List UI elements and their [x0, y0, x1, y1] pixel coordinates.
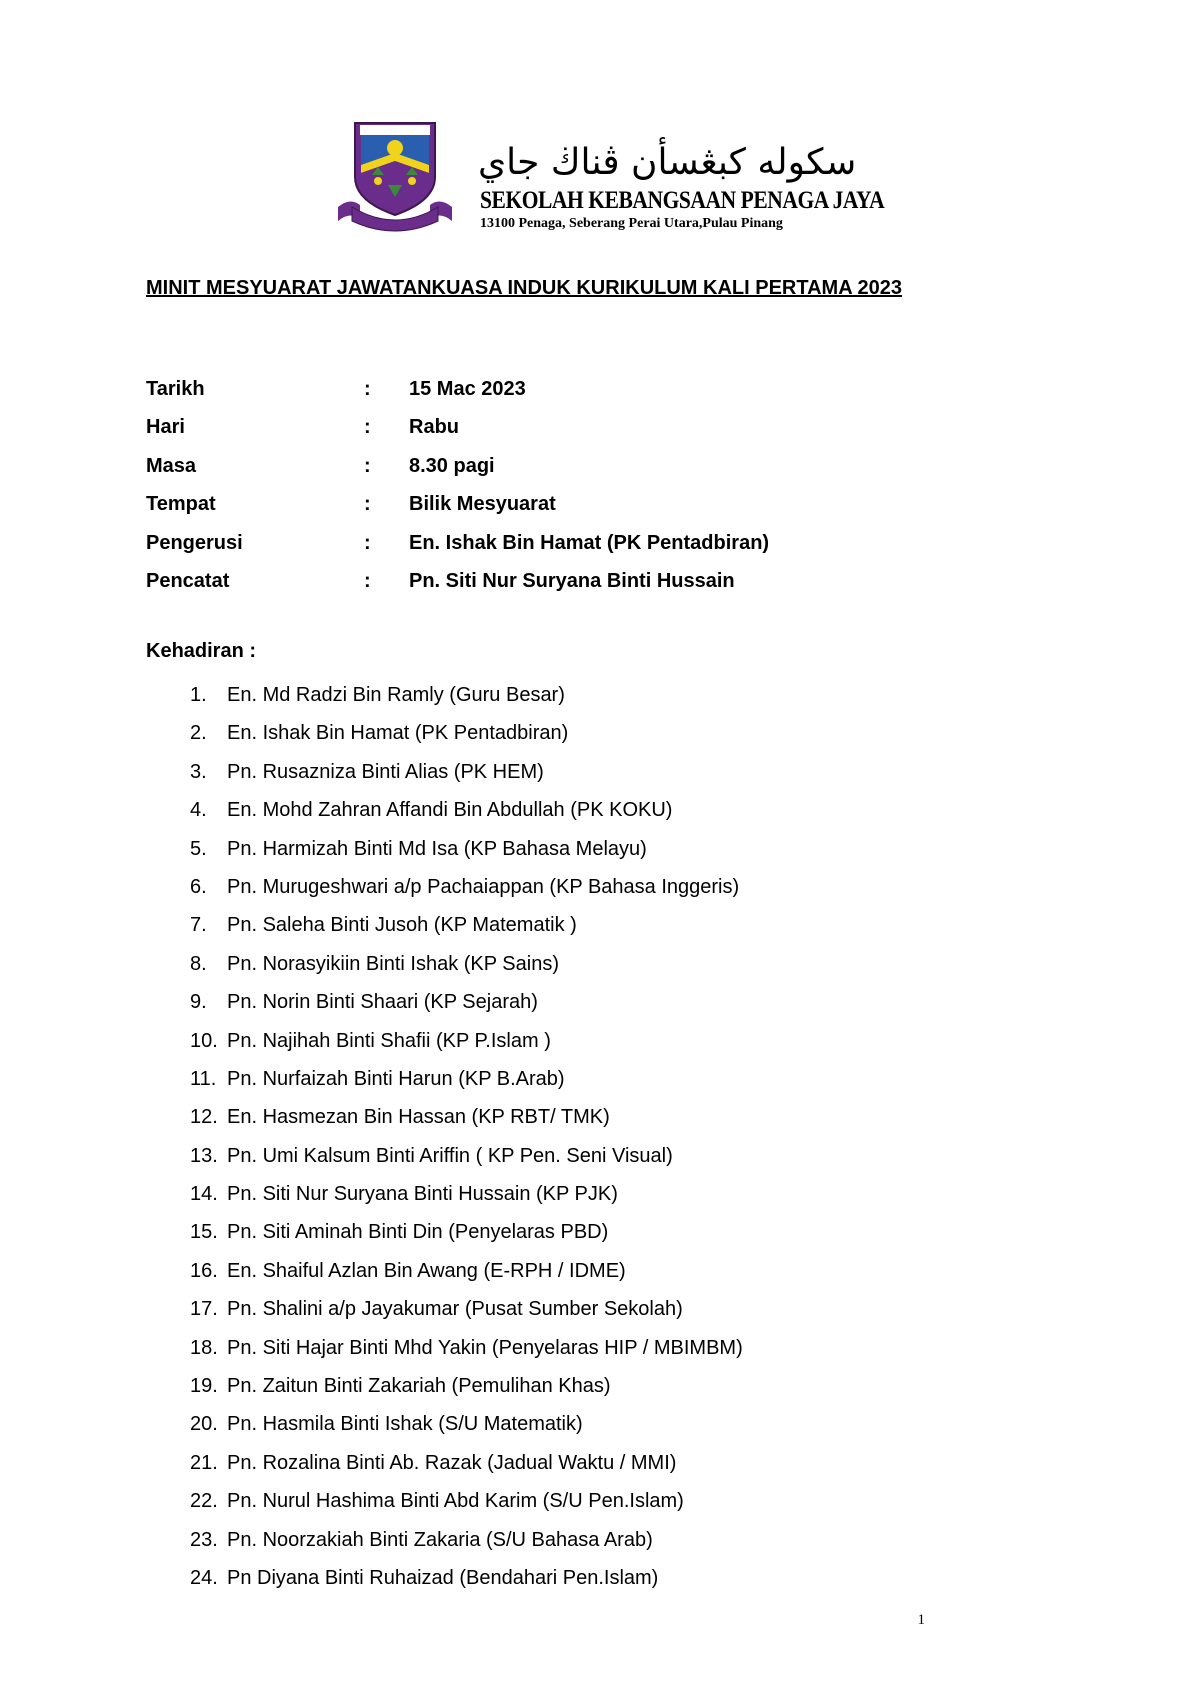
list-item-text: En. Shaiful Azlan Bin Awang (E-RPH / IDME) — [227, 1259, 626, 1282]
list-item-number: 5. — [190, 837, 207, 860]
detail-colon: : — [364, 416, 371, 439]
list-item-number: 14. — [190, 1183, 218, 1206]
list-item-text: Pn. Najihah Binti Shafii (KP P.Islam ) — [227, 1029, 551, 1052]
detail-colon: : — [364, 531, 371, 554]
list-item-text: Pn. Siti Aminah Binti Din (Penyelaras PBD) — [227, 1221, 609, 1244]
list-item-number: 17. — [190, 1298, 218, 1321]
list-item-text: Pn. Norin Binti Shaari (KP Sejarah) — [227, 991, 538, 1014]
list-item-number: 20. — [190, 1413, 218, 1436]
list-item-number: 6. — [190, 875, 207, 898]
list-item-number: 13. — [190, 1144, 218, 1167]
list-item-number: 10. — [190, 1029, 218, 1052]
detail-label: Masa — [146, 454, 197, 477]
detail-value: En. Ishak Bin Hamat (PK Pentadbiran) — [409, 531, 770, 554]
detail-label: Pencatat — [146, 569, 230, 592]
letterhead — [330, 115, 890, 235]
detail-value: 15 Mac 2023 — [409, 378, 526, 400]
list-item-text: En. Mohd Zahran Affandi Bin Abdullah (PK KOKU) — [227, 799, 673, 822]
list-item-text: Pn. Rusazniza Binti Alias (PK HEM) — [227, 760, 544, 783]
list-item-number: 22. — [190, 1490, 218, 1513]
list-item-number: 3. — [190, 760, 207, 783]
detail-colon: : — [364, 569, 371, 592]
list-item-text: Pn. Noorzakiah Binti Zakaria (S/U Bahasa Arab) — [227, 1528, 653, 1551]
list-item-text: En. Md Radzi Bin Ramly (Guru Besar) — [227, 684, 565, 706]
list-item-number: 16. — [190, 1259, 218, 1282]
list-item-number: 9. — [190, 991, 207, 1014]
document-title: MINIT MESYUARAT JAWATANKUASA INDUK KURIKULUM KALI PERTAMA 2023 — [146, 277, 902, 299]
list-item-number: 24. — [190, 1566, 218, 1589]
school-crest-logo — [330, 115, 460, 235]
list-item-text: Pn. Saleha Binti Jusoh (KP Matematik ) — [227, 914, 577, 937]
list-item-text: Pn. Rozalina Binti Ab. Razak (Jadual Waktu / MMI) — [227, 1451, 677, 1474]
list-item-number: 1. — [190, 684, 207, 706]
list-item-text: Pn. Zaitun Binti Zakariah (Pemulihan Khas) — [227, 1375, 611, 1398]
detail-value: 8.30 pagi — [409, 454, 495, 477]
list-item-text: Pn. Shalini a/p Jayakumar (Pusat Sumber Sekolah) — [227, 1298, 683, 1321]
school-name-jawi: سکوله کبڠسأن ڤناڬ جاي — [478, 142, 857, 183]
list-item-text: En. Ishak Bin Hamat (PK Pentadbiran) — [227, 722, 569, 745]
list-item-text: Pn Diyana Binti Ruhaizad (Bendahari Pen.Islam) — [227, 1566, 659, 1589]
detail-label: Tarikh — [146, 378, 205, 400]
school-name: SEKOLAH KEBANGSAAN PENAGA JAYA — [480, 187, 885, 214]
list-item-text: En. Hasmezan Bin Hassan (KP RBT/ TMK) — [227, 1106, 610, 1129]
list-item-number: 18. — [190, 1336, 218, 1359]
list-item-text: Pn. Nurul Hashima Binti Abd Karim (S/U Pen.Islam) — [227, 1490, 684, 1513]
list-item-number: 15. — [190, 1221, 218, 1244]
list-item-number: 7. — [190, 914, 207, 937]
list-item-text: Pn. Murugeshwari a/p Pachaiappan (KP Bahasa Inggeris) — [227, 875, 740, 898]
list-item-number: 8. — [190, 952, 207, 975]
detail-colon: : — [364, 378, 371, 400]
list-item-text: Pn. Hasmila Binti Ishak (S/U Matematik) — [227, 1413, 583, 1436]
list-item-number: 2. — [190, 722, 207, 745]
detail-label: Tempat — [146, 493, 216, 516]
attendance-heading: Kehadiran : — [146, 640, 257, 662]
list-item-text: Pn. Siti Nur Suryana Binti Hussain (KP PJK) — [227, 1183, 618, 1206]
list-item-text: Pn. Nurfaizah Binti Harun (KP B.Arab) — [227, 1067, 565, 1090]
page-number: 1 — [917, 1612, 925, 1628]
list-item-number: 19. — [190, 1375, 218, 1398]
detail-label: Pengerusi — [146, 531, 243, 554]
list-item-text: Pn. Siti Hajar Binti Mhd Yakin (Penyelaras HIP / MBIMBM) — [227, 1336, 743, 1359]
list-item-number: 11. — [190, 1067, 217, 1090]
detail-colon: : — [364, 454, 371, 477]
detail-value: Pn. Siti Nur Suryana Binti Hussain — [409, 569, 735, 592]
list-item-text: Pn. Norasyikiin Binti Ishak (KP Sains) — [227, 952, 559, 975]
list-item-number: 23. — [190, 1528, 218, 1551]
list-item-number: 12. — [190, 1106, 218, 1129]
list-item-text: Pn. Umi Kalsum Binti Ariffin ( KP Pen. Seni Visual) — [227, 1144, 673, 1167]
detail-value: Bilik Mesyuarat — [409, 493, 556, 516]
list-item-number: 21. — [190, 1451, 218, 1474]
detail-value: Rabu — [409, 416, 459, 439]
school-address: 13100 Penaga, Seberang Perai Utara,Pulau Pinang — [480, 216, 783, 231]
list-item-text: Pn. Harmizah Binti Md Isa (KP Bahasa Melayu) — [227, 837, 647, 860]
detail-label: Hari — [146, 416, 185, 439]
list-item-number: 4. — [190, 799, 207, 822]
detail-colon: : — [364, 493, 371, 516]
